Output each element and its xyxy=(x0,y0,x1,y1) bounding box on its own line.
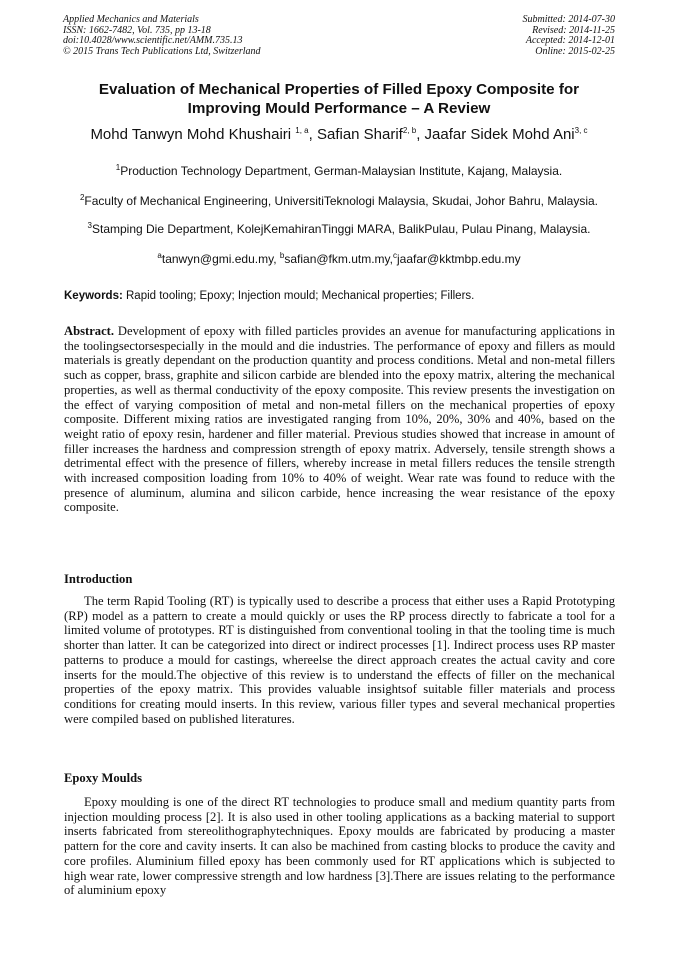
affiliation-3 xyxy=(20,222,658,236)
affiliation-text: Faculty of Mechanical Engineering, UniversitiTeknologi Malaysia, Skudai, Johor Bahru, Malaysia. xyxy=(84,194,599,208)
email-link[interactable]: jaafar@kktmbp.edu.my xyxy=(397,252,521,266)
author-emails: $^a$tanwyn@gmi.edu.my, $^b$safian@fkm.utm.my,$^c$jaafar@kktmbp.edu.my xyxy=(157,251,521,266)
epoxy-moulds-paragraph: Epoxy moulding is one of the direct RT technologies to produce small and medium quantity parts from injection moulding process [2]. It is also used in other tooling applications as a backing material to support inserts fabricated from stereolithographytechniques. Epoxy moulds are fabricated by producing a master pattern for the core and cavity inserts. It can also be machined from casting blocks to produce the cavity and core profiles. Aluminium filled epoxy has been commonly used for RT applications which is subjected to high wear rate, lower compressive strength and low hardness [3].There are issues relating to the performance of aluminium epoxy xyxy=(64,795,615,898)
section-heading-epoxy-moulds: Epoxy Moulds xyxy=(64,771,143,785)
introduction-paragraph: The term Rapid Tooling (RT) is typically used to describe a process that either uses a Rapid Prototyping (RP) model as a pattern to create a mould quickly or uses the RP process directly to fabricate a tool for a limited volume of prototypes. RT is distinguished from conventional tooling in that the tooling time is much shorter than latter. It can be categorized into direct or indirect processes [1]. Indirect process uses RP master patterns to produce a mould for castings, whereelse the direct approach creates the actual cavity and core inserts for the mould.The objective of this review is to understand the effects of filler on the mechanical properties of the epoxy matrix. This provides valuable insightsof suitable filler materials and process conditions for creating mould inserts. In this review, various filler types and several mechanical properties were compiled based on published literatures. xyxy=(64,594,615,726)
paper-title xyxy=(40,80,638,118)
title-line-2: Improving Mould Performance – A Review xyxy=(187,100,491,117)
publication-dates xyxy=(523,15,616,57)
keywords-label: Keywords: xyxy=(64,290,123,302)
affiliation-2 xyxy=(20,194,658,208)
affiliation-sup: 2 xyxy=(79,193,85,202)
affiliation-text: Production Technology Department, German-Malaysian Institute, Kajang, Malaysia. xyxy=(120,164,563,178)
copyright: © 2015 Trans Tech Publications Ltd, Switzerland xyxy=(63,45,261,57)
author-list: Mohd Tanwyn Mohd Khushairi $^{1, a}$, Safian Sharif$^{2, b}$, Jaafar Sidek Mohd Ani$^{3, c}$ xyxy=(90,126,588,143)
journal-name: Applied Mechanics and Materials xyxy=(63,14,199,25)
affiliation-1 xyxy=(20,164,658,178)
online-date: Online: 2015-02-25 xyxy=(535,45,615,57)
section-heading-introduction: Introduction xyxy=(64,572,133,586)
author-sup: 1, a xyxy=(295,126,309,135)
keywords-text: Rapid tooling; Epoxy; Injection mould; Mechanical properties; Fillers. xyxy=(122,290,475,302)
affiliation-text: Stamping Die Department, KolejKemahiranTinggi MARA, BalikPulau, Pulau Pinang, Malaysia. xyxy=(91,222,591,236)
journal-info xyxy=(63,15,261,57)
author-name: Mohd Tanwyn Mohd Khushairi xyxy=(90,126,292,143)
affiliation-sup: 3 xyxy=(87,221,92,230)
abstract-text: Development of epoxy with filled particles provides an avenue for manufacturing applications in the toolingsectorsespecially in the mould and die industries. The performance of epoxy and fillers as mould materials is greatly dependant on the production quantity and process conditions. Metal and non-metal fillers such as copper, brass, graphite and silicon carbide are blended into the epoxy matrix, altering the mechanical properties, as well as thermal conductivity of the epoxy composite. This review presents the investigation on the effect of varying composition of metal and non-metal fillers on the mechanical properties of epoxy composite. Different mixing ratios are investigated ranging from 10%, 20%, 30% and 40%, based on the weight ratio of epoxy resin, hardener and filler material. Previous studies showed that increase in amount of filler increases the hardness and compression strength of epoxy matrix. Adversely, tensile strength shows a detrimental effect with the presence of fillers, whereby increase in metal fillers reduces the tensile strength with increased composition loading from 10% to 40% of weight. Wear rate was found to reduce with the presence of aluminum, alumina and silicon carbide, hence increasing the wear resistance of the epoxy composite. xyxy=(64,324,615,515)
accepted-date: Accepted: 2014-12-01 xyxy=(525,35,615,47)
submitted-date: Submitted: 2014-07-30 xyxy=(522,14,615,25)
author-sup: 3, c xyxy=(574,126,588,135)
abstract-label: Abstract. xyxy=(64,324,115,338)
doi: doi:10.4028/www.scientific.net/AMM.735.13 xyxy=(63,35,243,47)
abstract xyxy=(64,324,615,515)
author-sup: 2, b xyxy=(402,126,417,135)
title-line-1: Evaluation of Mechanical Properties of Filled Epoxy Composite for xyxy=(98,81,580,98)
email-link[interactable]: tanwyn@gmi.edu.my, xyxy=(161,252,280,266)
author-name: Safian Sharif xyxy=(316,126,403,143)
keywords xyxy=(64,290,474,302)
revised-date: Revised: 2014-11-25 xyxy=(532,24,615,36)
email-link[interactable]: safian@fkm.utm.my, xyxy=(284,252,393,266)
affiliation-sup: 1 xyxy=(115,163,121,172)
issn-volume: ISSN: 1662-7482, Vol. 735, pp 13-18 xyxy=(63,24,211,36)
author-name: Jaafar Sidek Mohd Ani xyxy=(424,126,575,143)
